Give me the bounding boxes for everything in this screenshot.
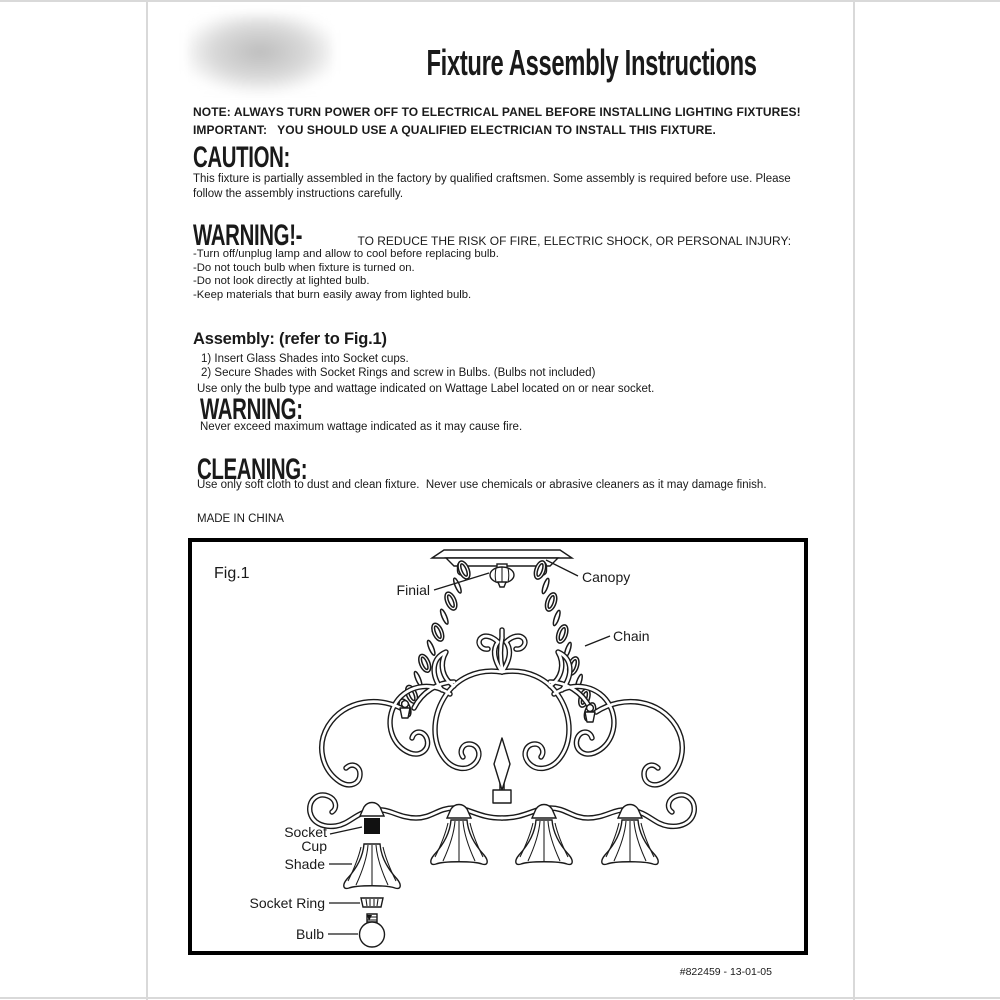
- made-in-label: MADE IN CHINA: [197, 513, 284, 525]
- socket-cup-callout-line2: Cup: [301, 838, 327, 854]
- part-number: #822459 - 13-01-05: [679, 966, 772, 978]
- chain-callout: Chain: [613, 628, 650, 644]
- scan-edge-top: [0, 0, 1000, 2]
- socket-cup-callout-line1: Socket: [284, 824, 327, 840]
- blurred-logo: [188, 14, 332, 98]
- figure-1-diagram: [192, 542, 804, 951]
- note-line: NOTE: ALWAYS TURN POWER OFF TO ELECTRICAL PANEL BEFORE INSTALLING LIGHTING FIXTURES!: [193, 105, 801, 119]
- warning-fire-bullets: [193, 248, 793, 303]
- wattage-note: Use only the bulb type and wattage indicated on Wattage Label located on or near socket.: [197, 383, 655, 395]
- scan-edge-left: [146, 0, 148, 1000]
- warning-wattage-heading: WARNING:: [200, 393, 303, 426]
- exploded-parts-column: [344, 803, 400, 948]
- scrollwork-frame-drawing: [310, 630, 695, 826]
- socket-cup-socket: [364, 818, 380, 834]
- warning-bullet: -Do not look directly at lighted bulb.: [193, 275, 370, 288]
- scan-edge-right: [853, 0, 855, 1000]
- warning-wattage-body: Never exceed maximum wattage indicated as it may cause fire.: [200, 421, 523, 433]
- important-line: IMPORTANT: YOU SHOULD USE A QUALIFIED ELECTRICIAN TO INSTALL THIS FIXTURE.: [193, 123, 716, 137]
- caution-heading: CAUTION:: [193, 141, 291, 174]
- warning-bullet: -Do not touch bulb when fixture is turned on.: [193, 261, 415, 274]
- warning-bullet: -Turn off/unplug lamp and allow to cool before replacing bulb.: [193, 248, 499, 260]
- cleaning-body: Use only soft cloth to dust and clean fixture. Never use chemicals or abrasive cleaners as it may damage finish.: [197, 479, 767, 491]
- cleaning-heading: CLEANING:: [197, 453, 308, 486]
- warning-fire-heading: WARNING!-: [193, 219, 303, 252]
- assembly-heading: Assembly: (refer to Fig.1): [193, 330, 387, 348]
- shade-callout: Shade: [284, 856, 325, 872]
- socket-ring-drawing: [361, 898, 383, 907]
- shade-drawing: [344, 844, 400, 888]
- socket-ring-callout: Socket Ring: [249, 895, 325, 911]
- figure-1-box: [188, 538, 808, 955]
- assembly-step-2: 2) Secure Shades with Socket Rings and screw in Bulbs. (Bulbs not included): [201, 367, 596, 379]
- canopy-callout: Canopy: [582, 569, 631, 585]
- socket-cup-drawing: [360, 803, 384, 817]
- assembly-step-1: 1) Insert Glass Shades into Socket cups.: [201, 353, 409, 365]
- scan-edge-bottom: [0, 997, 1000, 999]
- bulb-drawing: [360, 914, 385, 947]
- finial-callout: Finial: [396, 582, 430, 598]
- warning-fire-tagline: TO REDUCE THE RISK OF FIRE, ELECTRIC SHOCK, OR PERSONAL INJURY:: [357, 234, 792, 248]
- warning-bullet: -Keep materials that burn easily away from lighted bulb.: [193, 289, 472, 302]
- bulb-callout: Bulb: [295, 926, 324, 942]
- caution-body: This fixture is partially assembled in the factory by qualified craftsmen. Some assembly is required before use. Please follow the assembly instructions carefully.: [193, 173, 791, 200]
- finial-drawing: [490, 564, 514, 587]
- page-title: Fixture Assembly Instructions: [426, 42, 757, 83]
- figure-label: Fig.1: [214, 565, 250, 582]
